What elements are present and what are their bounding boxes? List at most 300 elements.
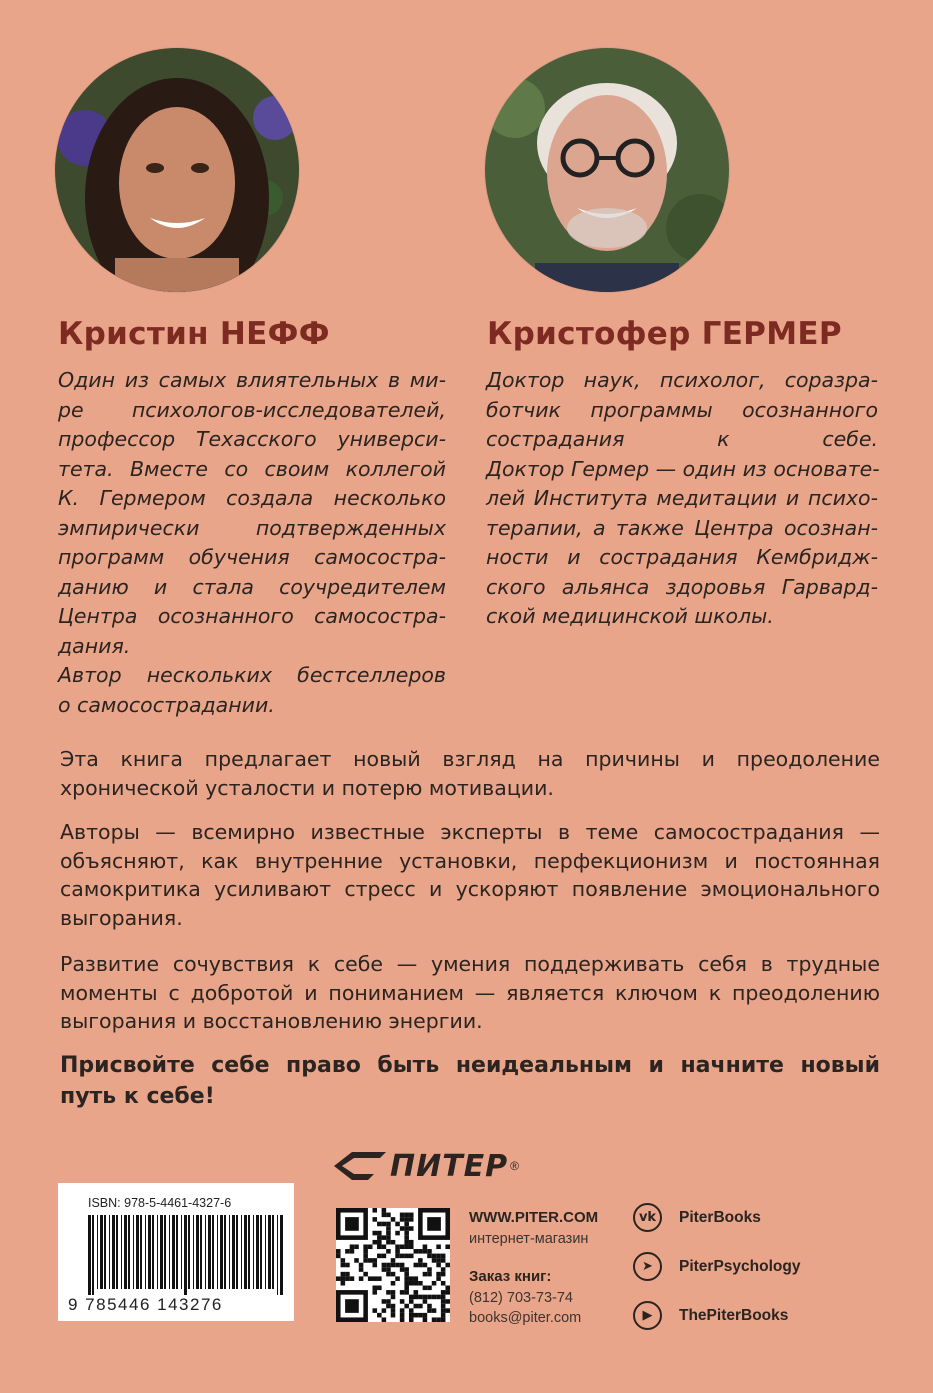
qr-module [386, 1249, 391, 1254]
qr-module [345, 1263, 350, 1268]
barcode [86, 1215, 286, 1295]
publisher-logo [330, 1148, 519, 1184]
description-paragraph-2 [60, 818, 880, 932]
qr-module [400, 1299, 405, 1304]
barcode-bar [193, 1215, 194, 1289]
qr-module [404, 1235, 409, 1240]
barcode-bar [200, 1215, 202, 1289]
qr-module [395, 1249, 400, 1254]
barcode-bar [256, 1215, 259, 1289]
qr-module [386, 1226, 391, 1231]
qr-module [391, 1240, 396, 1245]
social-label-vk: PiterBooks [679, 1208, 761, 1226]
qr-module [363, 1244, 368, 1249]
barcode-digits: 9 785446 143276 [68, 1295, 223, 1314]
qr-module [345, 1217, 359, 1231]
qr-module [404, 1217, 409, 1222]
barcode-bar [121, 1215, 122, 1289]
qr-module [432, 1254, 437, 1259]
telegram-icon: ➤ [633, 1252, 662, 1281]
barcode-bar [88, 1215, 91, 1295]
author-name-germer: Кристофер ГЕРМЕР [487, 316, 842, 352]
qr-module [441, 1290, 446, 1295]
qr-module [345, 1299, 359, 1313]
qr-module [386, 1213, 391, 1218]
qr-module [386, 1235, 391, 1240]
qr-module [400, 1226, 405, 1231]
qr-module [386, 1272, 391, 1277]
bio-line: сострадания к себе. [486, 427, 878, 451]
qr-module [414, 1281, 419, 1286]
qr-module [341, 1263, 346, 1268]
qr-module [368, 1258, 373, 1263]
qr-module [341, 1258, 346, 1263]
qr-module [436, 1258, 441, 1263]
barcode-bar [260, 1215, 262, 1289]
registered-mark: ® [510, 1159, 520, 1173]
order-phone[interactable]: (812) 703-73-74 [469, 1290, 573, 1306]
qr-module [372, 1208, 377, 1213]
order-label: Заказ книг: [469, 1268, 552, 1285]
qr-module [418, 1313, 423, 1318]
barcode-bar [212, 1215, 214, 1289]
qr-module [391, 1258, 396, 1263]
qr-module [427, 1304, 432, 1309]
bio-line: Доктор наук, психолог, соразра- [486, 368, 878, 392]
barcode-bar [169, 1215, 170, 1289]
barcode-bar [196, 1215, 199, 1289]
publisher-logo-mark-icon [330, 1148, 388, 1184]
qr-module [377, 1276, 382, 1281]
bio-line: тета. Вместе со своим коллегой [58, 456, 446, 481]
qr-module [391, 1217, 396, 1222]
qr-module [404, 1254, 409, 1259]
qr-module [350, 1244, 355, 1249]
qr-module [404, 1231, 409, 1236]
order-email[interactable]: books@piter.com [469, 1310, 582, 1326]
description-line: самокритика усиливают стресс и ускоряют появление эмоционального [60, 877, 880, 901]
qr-module [409, 1244, 414, 1249]
qr-module [409, 1217, 414, 1222]
qr-module [436, 1254, 441, 1259]
social-telegram[interactable] [633, 1252, 800, 1281]
qr-module [377, 1235, 382, 1240]
qr-module [363, 1272, 368, 1277]
qr-module [382, 1308, 387, 1313]
barcode-bar [136, 1215, 139, 1289]
qr-module [368, 1276, 373, 1281]
social-vk[interactable] [633, 1203, 761, 1232]
qr-module [423, 1244, 428, 1249]
qr-module [400, 1308, 405, 1313]
qr-module [359, 1263, 364, 1268]
bio-line: данию и стала соучредителем [58, 574, 446, 599]
description-paragraph-1 [60, 745, 880, 802]
qr-module [432, 1258, 437, 1263]
qr-module [400, 1290, 405, 1295]
bio-line: ботчик программы осознанного [486, 397, 878, 422]
qr-module [418, 1281, 423, 1286]
qr-module [418, 1263, 423, 1268]
qr-module [441, 1272, 446, 1277]
description-line: объясняют, как внутренние установки, перфекционизм и постоянная [60, 848, 880, 873]
description-paragraph-3 [60, 950, 880, 1036]
qr-module [436, 1272, 441, 1277]
qr-module [409, 1308, 414, 1313]
qr-module [372, 1286, 377, 1291]
qr-module [377, 1254, 382, 1259]
qr-module [372, 1258, 377, 1263]
qr-module [423, 1295, 428, 1300]
bio-line: Центра осознанного самосостра- [58, 604, 446, 628]
barcode-bar [181, 1215, 182, 1289]
qr-module [391, 1313, 396, 1318]
qr-module [441, 1267, 446, 1272]
qr-module [386, 1222, 391, 1227]
qr-module [391, 1308, 396, 1313]
qr-module [409, 1254, 414, 1259]
barcode-bar [280, 1215, 283, 1295]
qr-module [432, 1308, 437, 1313]
qr-module [423, 1299, 428, 1304]
qr-module [363, 1254, 368, 1259]
qr-module [427, 1272, 432, 1277]
qr-module [436, 1295, 441, 1300]
qr-module [345, 1276, 350, 1281]
cta-line: Присвойте себе право быть неидеальным и начните новый [60, 1053, 880, 1078]
description-line: Развитие сочувствия к себе — умения поддерживать себя в трудные [60, 952, 880, 976]
qr-module [427, 1217, 441, 1231]
qr-module [400, 1263, 405, 1268]
qr-module [372, 1240, 377, 1245]
qr-module [341, 1281, 346, 1286]
website-link[interactable]: WWW.PITER.COM [469, 1209, 599, 1226]
qr-module [363, 1249, 368, 1254]
description-line: выгорания и восстановлению энергии. [60, 1009, 483, 1033]
qr-module [345, 1249, 350, 1254]
qr-module [409, 1317, 414, 1322]
qr-module [382, 1208, 387, 1213]
qr-module [404, 1281, 409, 1286]
qr-module [372, 1263, 377, 1268]
author-bio-germer [486, 366, 878, 632]
qr-module [423, 1263, 428, 1268]
qr-module [391, 1263, 396, 1268]
qr-module [414, 1290, 419, 1295]
qr-module [404, 1213, 409, 1218]
qr-module [409, 1295, 414, 1300]
qr-module [423, 1313, 428, 1318]
qr-module [436, 1244, 441, 1249]
qr-module [423, 1286, 428, 1291]
qr-module [441, 1308, 446, 1313]
qr-module [395, 1222, 400, 1227]
qr-module [409, 1299, 414, 1304]
qr-module [436, 1263, 441, 1268]
qr-module [409, 1276, 414, 1281]
qr-module [377, 1286, 382, 1291]
qr-module [432, 1317, 437, 1322]
social-label-video: ThePiterBooks [679, 1306, 789, 1324]
qr-module [423, 1272, 428, 1277]
qr-module [414, 1304, 419, 1309]
barcode-bar [272, 1215, 274, 1289]
bio-line: Один из самых влиятельных в ми- [58, 368, 446, 392]
qr-module [400, 1244, 405, 1249]
qr-module [445, 1290, 450, 1295]
qr-module [386, 1304, 391, 1309]
barcode-bar [217, 1215, 218, 1289]
qr-module [336, 1276, 341, 1281]
qr-module [382, 1235, 387, 1240]
qr-module [404, 1267, 409, 1272]
qr-module [400, 1254, 405, 1259]
qr-module [359, 1276, 364, 1281]
qr-module [400, 1313, 405, 1318]
qr-module [445, 1308, 450, 1313]
barcode-bar [253, 1215, 254, 1289]
bio-line: дания. [58, 633, 131, 658]
barcode-bar [97, 1215, 98, 1289]
qr-module [395, 1244, 400, 1249]
author-name-neff: Кристин НЕФФ [58, 316, 330, 352]
social-label-telegram: PiterPsychology [679, 1257, 801, 1275]
cta-line: путь к себе! [60, 1084, 215, 1109]
qr-module [404, 1240, 409, 1245]
publisher-logo-text: ПИТЕР [390, 1148, 509, 1184]
barcode-bar [157, 1215, 158, 1289]
barcode-bar [241, 1215, 242, 1289]
qr-module [341, 1272, 346, 1277]
qr-module [404, 1304, 409, 1309]
qr-module [445, 1244, 450, 1249]
qr-module [404, 1286, 409, 1291]
qr-module [386, 1231, 391, 1236]
qr-module [391, 1304, 396, 1309]
qr-module [363, 1258, 368, 1263]
qr-module [377, 1313, 382, 1318]
barcode-bar [164, 1215, 166, 1289]
bio-line: Автор нескольких бестселлеров [58, 663, 446, 687]
bio-line: Доктор Гермер — один из основате- [486, 456, 880, 481]
barcode-bar [109, 1215, 110, 1289]
qr-module [400, 1267, 405, 1272]
qr-module [418, 1304, 423, 1309]
qr-module [350, 1276, 355, 1281]
barcode-bar [133, 1215, 134, 1289]
barcode-bar [124, 1215, 127, 1289]
bio-line: ской медицинской школы. [486, 604, 774, 628]
description-line: Эта книга предлагает новый взгляд на причины и преодоление [60, 747, 880, 771]
qr-module [368, 1244, 373, 1249]
qr-module [441, 1254, 446, 1259]
qr-module [386, 1267, 391, 1272]
qr-module [400, 1317, 405, 1322]
qr-module [423, 1249, 428, 1254]
qr-module [345, 1272, 350, 1277]
description-line: выгорания. [60, 905, 183, 930]
qr-module [441, 1295, 446, 1300]
qr-module [354, 1244, 359, 1249]
qr-module [386, 1290, 391, 1295]
qr-module [377, 1240, 382, 1245]
barcode-bar [145, 1215, 146, 1289]
barcode-bar [205, 1215, 206, 1289]
qr-module [404, 1272, 409, 1277]
bio-line: ского альянса здоровья Гарвард- [486, 574, 878, 599]
qr-module [395, 1254, 400, 1259]
barcode-bar [188, 1215, 190, 1289]
qr-module [377, 1231, 382, 1236]
qr-module [372, 1276, 377, 1281]
qr-module [418, 1295, 423, 1300]
barcode-bar [184, 1215, 187, 1295]
qr-module [436, 1317, 441, 1322]
qr-module [404, 1222, 409, 1227]
qr-module [391, 1290, 396, 1295]
qr-module [400, 1217, 405, 1222]
barcode-bar [220, 1215, 223, 1289]
qr-module [372, 1290, 377, 1295]
qr-module [359, 1267, 364, 1272]
qr-module [418, 1249, 423, 1254]
qr-module [409, 1226, 414, 1231]
qr-module [414, 1249, 419, 1254]
call-to-action [60, 1050, 880, 1112]
qr-module [427, 1295, 432, 1300]
barcode-bar [112, 1215, 115, 1289]
barcode-bar [236, 1215, 238, 1289]
qr-module [441, 1313, 446, 1318]
qr-module [372, 1217, 377, 1222]
author-photo-neff [55, 48, 299, 292]
qr-module [382, 1317, 387, 1322]
qr-module [386, 1263, 391, 1268]
barcode-bar [140, 1215, 142, 1289]
barcode-bar [248, 1215, 250, 1289]
barcode-bar [224, 1215, 226, 1289]
qr-module [409, 1240, 414, 1245]
barcode-bar [208, 1215, 211, 1289]
qr-module [414, 1263, 419, 1268]
author-bio-neff [58, 366, 446, 720]
qr-module [404, 1226, 409, 1231]
barcode-bar [232, 1215, 235, 1289]
qr-module [391, 1272, 396, 1277]
qr-module [382, 1254, 387, 1259]
qr-module [404, 1244, 409, 1249]
qr-module [377, 1222, 382, 1227]
qr-module [427, 1308, 432, 1313]
qr-module [441, 1304, 446, 1309]
qr-module [395, 1276, 400, 1281]
description-line: Авторы — всемирно известные эксперты в теме самосострадания — [60, 820, 880, 844]
barcode-bar [160, 1215, 163, 1289]
qr-module [414, 1313, 419, 1318]
qr-module [386, 1240, 391, 1245]
qr-module [382, 1263, 387, 1268]
qr-module [427, 1286, 432, 1291]
qr-module [441, 1299, 446, 1304]
qr-module [432, 1281, 437, 1286]
play-icon: ▶ [633, 1301, 662, 1330]
qr-module [409, 1313, 414, 1318]
qr-module [414, 1276, 419, 1281]
barcode-bar [172, 1215, 175, 1289]
barcode-bar [152, 1215, 154, 1289]
author-photo-germer [485, 48, 729, 292]
description-line: хронической усталости и потерю мотивации. [60, 775, 554, 800]
qr-module [341, 1276, 346, 1281]
vk-icon: vk [633, 1203, 662, 1232]
qr-module [395, 1231, 400, 1236]
bio-line: лей Института медитации и психо- [486, 486, 878, 510]
qr-module [423, 1317, 428, 1322]
qr-module [395, 1263, 400, 1268]
website-caption: интернет-магазин [469, 1231, 589, 1247]
qr-module [404, 1276, 409, 1281]
qr-module [427, 1254, 432, 1259]
qr-module [409, 1213, 414, 1218]
qr-module [418, 1258, 423, 1263]
qr-module [441, 1281, 446, 1286]
qr-module [382, 1299, 387, 1304]
barcode-bar [116, 1215, 118, 1289]
isbn-barcode-box [58, 1183, 294, 1321]
qr-module [400, 1213, 405, 1218]
qr-module [372, 1231, 377, 1236]
isbn-label: ISBN: 978-5-4461-4327-6 [88, 1196, 232, 1210]
barcode-bar [176, 1215, 178, 1289]
bio-line: профессор Техасского универси- [58, 427, 446, 451]
qr-module [350, 1249, 355, 1254]
bio-line: эмпирически подтвержденных [58, 515, 446, 540]
barcode-bar [244, 1215, 247, 1289]
qr-module [391, 1295, 396, 1300]
qr-module [336, 1249, 341, 1254]
barcode-bar [128, 1215, 130, 1289]
qr-module [432, 1295, 437, 1300]
qr-code[interactable] [336, 1208, 450, 1322]
bio-line: о самосострадании. [58, 692, 275, 717]
qr-module [336, 1254, 341, 1259]
qr-module [382, 1267, 387, 1272]
qr-module [382, 1244, 387, 1249]
qr-module [445, 1263, 450, 1268]
social-video[interactable] [633, 1301, 788, 1330]
qr-module [445, 1299, 450, 1304]
qr-module [391, 1281, 396, 1286]
qr-module [427, 1249, 432, 1254]
bio-line: К. Гермером создала несколько [58, 486, 446, 510]
qr-module [436, 1276, 441, 1281]
qr-module [386, 1299, 391, 1304]
qr-module [372, 1308, 377, 1313]
barcode-bar [104, 1215, 106, 1289]
qr-module [445, 1286, 450, 1291]
barcode-bar [92, 1215, 94, 1295]
bio-line: терапии, а также Центра осознан- [486, 515, 878, 540]
barcode-bar [268, 1215, 271, 1289]
barcode-bar [229, 1215, 230, 1289]
qr-module [382, 1213, 387, 1218]
bio-line: ности и сострадания Кембридж- [486, 545, 878, 569]
qr-module [404, 1290, 409, 1295]
qr-module [414, 1295, 419, 1300]
bio-line: ре психологов-исследователей, [58, 397, 446, 422]
barcode-bar [100, 1215, 103, 1289]
bio-line: программ обучения самосостра- [58, 545, 446, 569]
